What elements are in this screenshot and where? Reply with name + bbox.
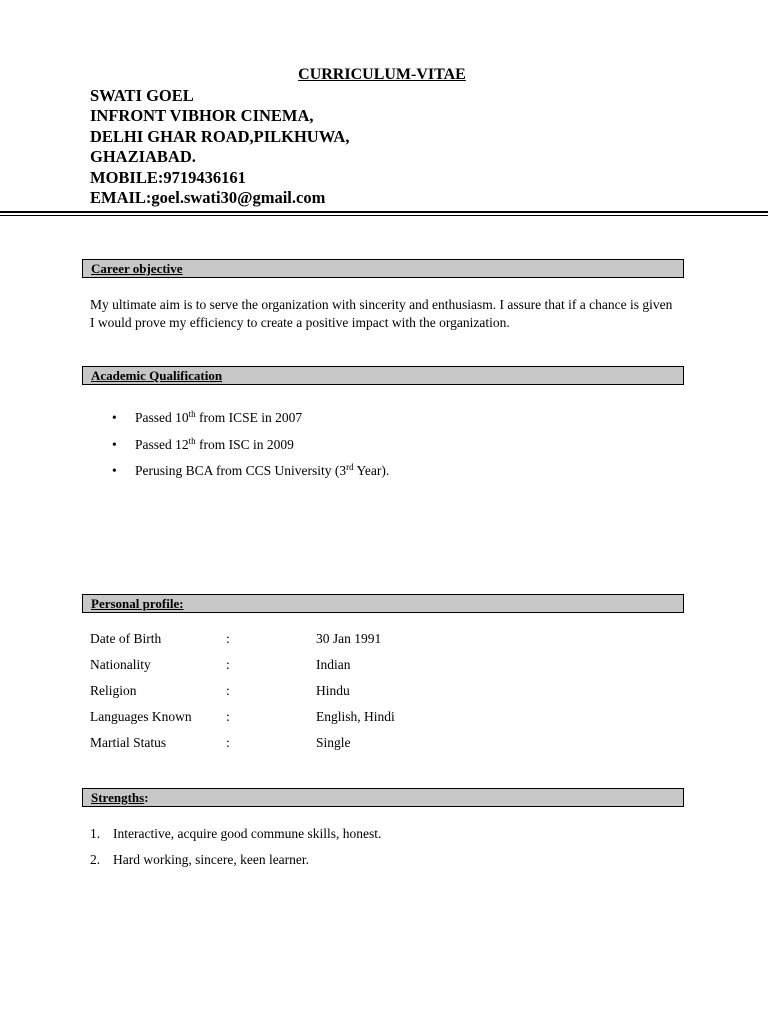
section-header-profile [82, 594, 684, 613]
profile-value: 30 Jan 1991 [316, 631, 382, 646]
section-header-strengths [82, 788, 684, 807]
profile-separator: : [226, 709, 230, 724]
profile-label: Nationality [90, 657, 151, 672]
bullet-icon: • [112, 463, 117, 478]
academic-item: • Passed 10th from ICSE in 2007 [112, 409, 303, 425]
academic-list [112, 410, 389, 490]
candidate-name: SWATI GOEL [90, 86, 194, 105]
profile-separator: : [226, 735, 230, 750]
profile-separator: : [226, 631, 230, 646]
profile-value: Indian [316, 657, 351, 672]
academic-heading: Academic Qualification [91, 368, 223, 383]
header-divider-thin [0, 215, 768, 216]
career-heading: Career objective [91, 261, 183, 276]
address-line-1: INFRONT VIBHOR CINEMA, [90, 106, 314, 126]
address-line-2: DELHI GHAR ROAD,PILKHUWA, [90, 126, 350, 146]
section-header-career [82, 259, 684, 278]
section-header-academic [82, 366, 684, 385]
strength-number: 1. [90, 826, 101, 841]
profile-value: Hindu [316, 683, 350, 698]
bullet-icon: • [112, 410, 117, 425]
academic-item: • Perusing BCA from CCS University (3rd Year). [112, 462, 390, 478]
strength-number: 2. [90, 852, 101, 867]
email-address: EMAIL:goel.swati30@gmail.com [90, 188, 326, 208]
address-line-3: GHAZIABAD. [90, 147, 196, 167]
profile-label: Religion [90, 683, 137, 698]
profile-value: Single [316, 735, 351, 750]
header-divider-thick [0, 211, 768, 213]
profile-separator: : [226, 683, 230, 698]
profile-heading: Personal profile: [91, 596, 184, 611]
strengths-list [90, 826, 381, 878]
strength-text: Interactive, acquire good commune skills, honest. [113, 826, 382, 841]
academic-item: • Passed 12th from ISC in 2009 [112, 435, 294, 452]
profile-value: English, Hindi [316, 709, 395, 724]
profile-label: Languages Known [90, 709, 192, 724]
profile-label: Martial Status [90, 735, 167, 750]
strengths-heading: Strengths [91, 790, 145, 805]
strength-item [90, 826, 381, 852]
bullet-icon: • [112, 436, 117, 452]
strength-text: Hard working, sincere, keen learner. [113, 852, 310, 867]
mobile-number: MOBILE:9719436161 [90, 167, 246, 187]
strength-item [90, 852, 381, 878]
career-objective-text: My ultimate aim is to serve the organization with sincerity and enthusiasm. I assure that if a chance is given I would prove my efficiency to create a positive impact with the organization. [90, 297, 673, 330]
profile-separator: : [226, 657, 230, 672]
profile-label: Date of Birth [90, 631, 162, 646]
strengths-heading-suffix: : [144, 790, 149, 805]
document-title: CURRICULUM-VITAE [298, 66, 466, 83]
contact-header [90, 86, 349, 208]
